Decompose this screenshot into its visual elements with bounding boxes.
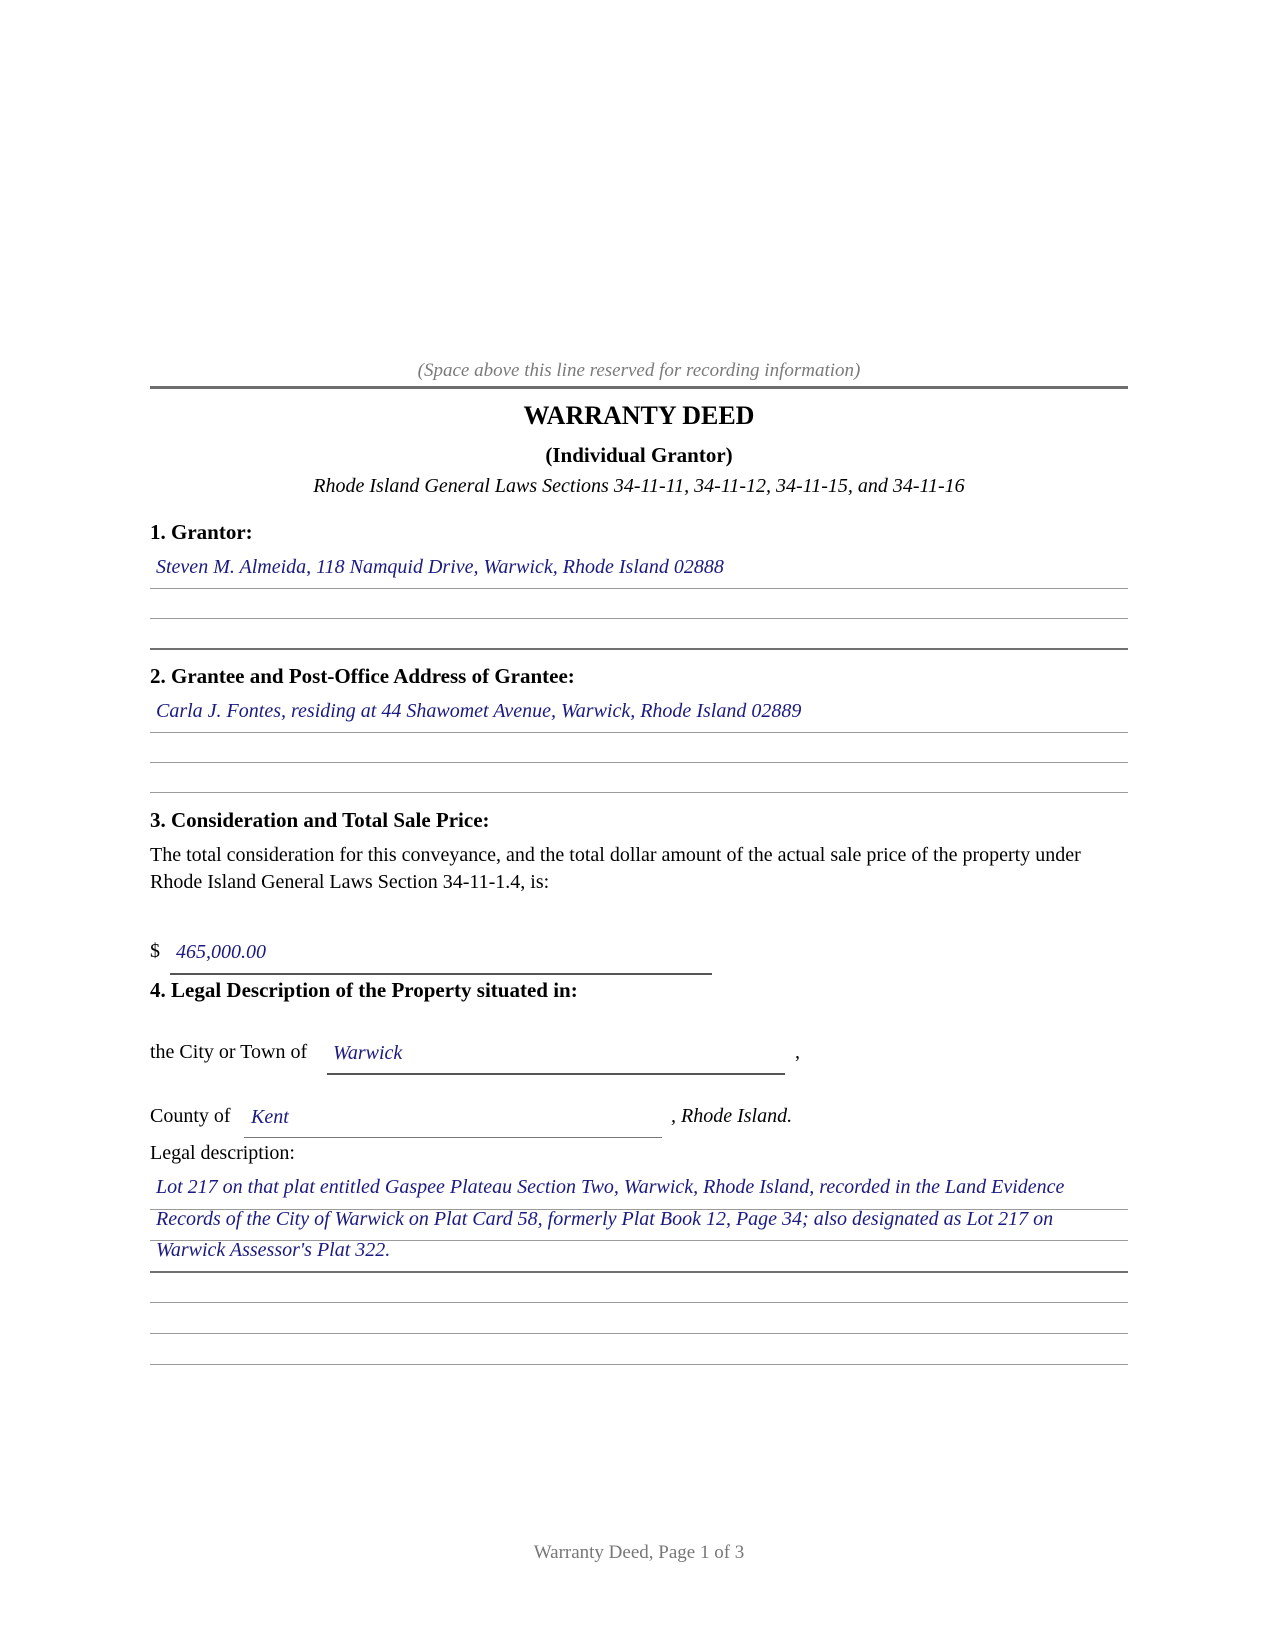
city-field[interactable]: Warwick [333, 1042, 403, 1064]
grantor-line-3 [150, 648, 1128, 650]
legal-description-label: Legal description: [150, 1142, 295, 1164]
grantor-line-1 [150, 588, 1128, 589]
consideration-text-line-2: Rhode Island General Laws Section 34-11-1.4, is: [150, 871, 550, 893]
legal-line-5 [150, 1333, 1128, 1334]
document-subtitle: (Individual Grantor) [545, 443, 733, 467]
page-footer: Warranty Deed, Page 1 of 3 [533, 1542, 745, 1563]
grantee-line-3 [150, 792, 1128, 793]
document-title: WARRANTY DEED [523, 401, 755, 430]
recording-space-note: (Space above this line reserved for recording information) [417, 360, 861, 381]
currency-symbol: $ [150, 940, 160, 962]
grantee-line-1 [150, 732, 1128, 733]
grantor-heading: 1. Grantor: [150, 520, 253, 544]
city-suffix: , [795, 1041, 800, 1063]
consideration-text-line-1: The total consideration for this conveyance, and the total dollar amount of the actual sale price of the property under [150, 844, 1081, 866]
city-underline [327, 1073, 785, 1075]
legal-heading: 4. Legal Description of the Property situated in: [150, 978, 578, 1002]
grantee-line-2 [150, 762, 1128, 763]
legal-line-3 [150, 1271, 1128, 1273]
consideration-heading: 3. Consideration and Total Sale Price: [150, 808, 490, 832]
grantee-field[interactable]: Carla J. Fontes, residing at 44 Shawomet Avenue, Warwick, Rhode Island 02889 [156, 700, 802, 722]
city-label: the City or Town of [150, 1041, 308, 1063]
legal-line-6 [150, 1364, 1128, 1365]
sale-price-field[interactable]: 465,000.00 [176, 941, 266, 963]
grantee-heading: 2. Grantee and Post-Office Address of Grantee: [150, 664, 575, 688]
county-suffix: , Rhode Island. [671, 1105, 793, 1127]
deed-page [150, 0, 1128, 1650]
legal-line-4 [150, 1302, 1128, 1303]
grantor-field[interactable]: Steven M. Almeida, 118 Namquid Drive, Warwick, Rhode Island 02888 [156, 556, 724, 578]
recording-divider [150, 386, 1128, 389]
statute-citation: Rhode Island General Laws Sections 34-11-11, 34-11-12, 34-11-15, and 34-11-16 [313, 475, 965, 497]
county-label: County of [150, 1105, 231, 1127]
county-underline [244, 1137, 662, 1138]
legal-description-line-3[interactable]: Warwick Assessor's Plat 322. [156, 1239, 391, 1261]
legal-description-line-1[interactable]: Lot 217 on that plat entitled Gaspee Plateau Section Two, Warwick, Rhode Island, recorded in the Land Evidence [156, 1176, 1065, 1198]
sale-price-underline [170, 973, 712, 975]
grantor-line-2 [150, 618, 1128, 619]
county-field[interactable]: Kent [251, 1106, 289, 1128]
legal-description-line-2[interactable]: Records of the City of Warwick on Plat Card 58, formerly Plat Book 12, Page 34; also designated as Lot 217 on [156, 1208, 1054, 1230]
